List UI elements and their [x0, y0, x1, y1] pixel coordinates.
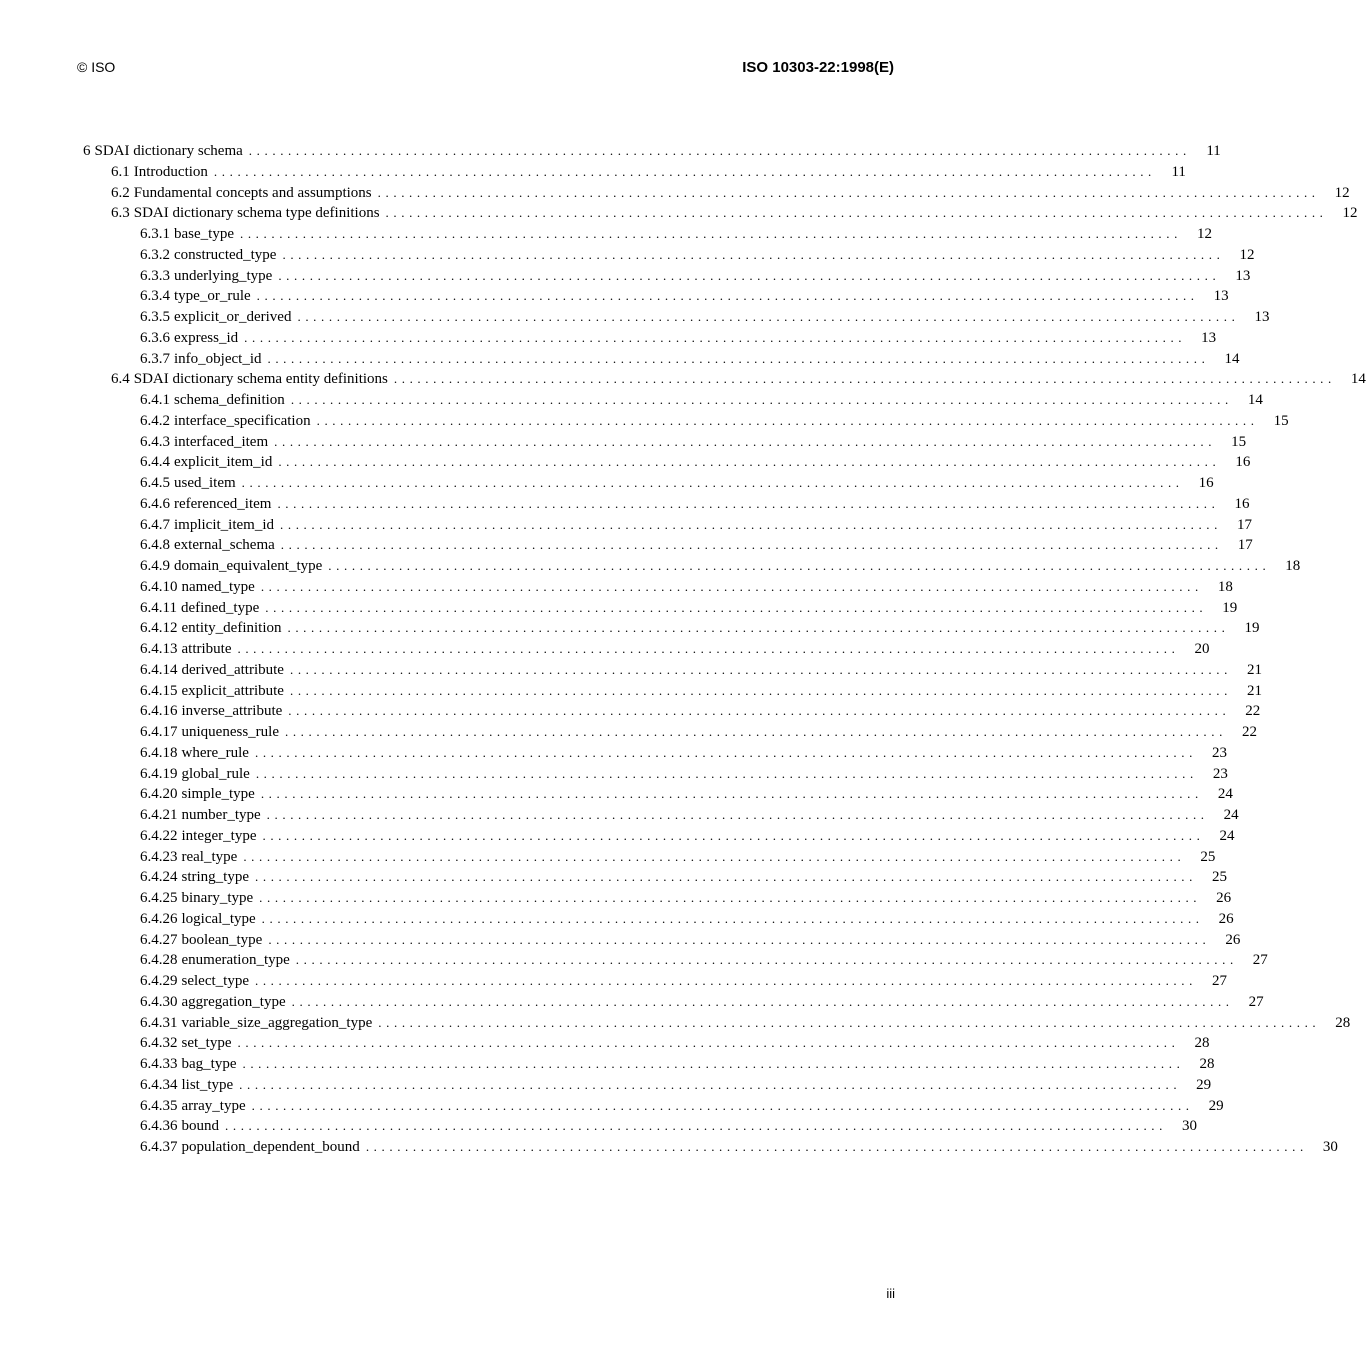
toc-entry-title: domain_equivalent_type [174, 558, 323, 574]
dot-leader: ........................................................................................................................ [291, 993, 1234, 1009]
dot-leader: ........................................................................................................................ [248, 143, 1191, 158]
toc-entry-number: 6.4.37 [140, 1139, 178, 1155]
toc-entry-title: named_type [181, 578, 255, 595]
toc-entry-number: 6.4.11 [140, 599, 177, 616]
toc-entry-title: population_dependent_bound [181, 1139, 360, 1155]
standard-header: ISO 10303-22:1998(E) [742, 59, 894, 76]
toc-entry-page: 17 [1237, 537, 1253, 554]
toc-entry-title: integer_type [181, 827, 257, 844]
toc-entry-page: 18 [1285, 558, 1301, 574]
toc-entry [83, 660, 1262, 681]
dot-leader: ........................................................................................................................ [239, 1076, 1182, 1092]
dot-leader: ........................................................................................................................ [256, 288, 1199, 304]
toc-entry-number: 6.4.3 [140, 433, 170, 450]
toc-entry-title: inverse_attribute [181, 703, 283, 720]
toc-entry-number: 6.3.6 [140, 329, 170, 346]
toc-entry-number: 6.4.30 [140, 993, 178, 1010]
toc-entry [83, 743, 1227, 764]
toc-entry-page: 11 [1171, 163, 1186, 180]
table-of-contents [83, 141, 1366, 1158]
toc-entry-title: implicit_item_id [174, 516, 274, 533]
dot-leader: ........................................................................................................................ [255, 869, 1197, 885]
dot-leader: ........................................................................................................................ [244, 329, 1187, 345]
toc-entry [83, 411, 1289, 432]
toc-entry-number: 6.3.1 [140, 226, 170, 242]
dot-leader: ........................................................................................................................ [278, 267, 1221, 283]
toc-entry-number: 6.4.15 [140, 682, 178, 699]
toc-entry-page: 14 [1350, 371, 1366, 388]
toc-entry-number: 6.4.17 [140, 724, 178, 740]
dot-leader: ........................................................................................................................ [255, 765, 1198, 781]
toc-entry-number: 6.4.19 [140, 765, 178, 782]
toc-entry-title: set_type [181, 1035, 232, 1052]
dot-leader: ........................................................................................................................ [259, 890, 1202, 905]
toc-entry [83, 681, 1262, 702]
toc-entry-number: 6.4.25 [140, 890, 178, 906]
toc-entry-page: 28 [1199, 1056, 1215, 1072]
toc-entry-number: 6.3.7 [140, 350, 170, 367]
toc-entry-title: explicit_item_id [174, 454, 273, 471]
toc-entry [83, 328, 1217, 349]
toc-entry-page: 23 [1211, 744, 1227, 761]
toc-entry-title: array_type [181, 1097, 246, 1114]
dot-leader: ........................................................................................................................ [268, 931, 1211, 947]
toc-entry-page: 12 [1342, 205, 1358, 222]
dot-leader: ........................................................................................................................ [225, 1118, 1167, 1134]
toc-entry-title: interface_specification [174, 412, 311, 429]
toc-entry-title: simple_type [181, 786, 255, 803]
toc-entry [83, 141, 1221, 162]
toc-entry [83, 369, 1366, 390]
toc-entry [83, 867, 1227, 888]
toc-entry-page: 27 [1211, 973, 1227, 989]
toc-entry-number: 6.4.6 [140, 495, 170, 512]
toc-entry-title: info_object_id [174, 350, 262, 367]
toc-entry [83, 598, 1238, 619]
toc-entry-number: 6.4.32 [140, 1035, 178, 1052]
dot-leader: ........................................................................................................................ [289, 682, 1232, 698]
toc-entry-number: 6.4.16 [140, 703, 178, 720]
toc-entry-number: 6.4.31 [140, 1014, 178, 1031]
dot-leader: ........................................................................................................................ [237, 641, 1180, 656]
toc-entry-number: 6.4.33 [140, 1056, 178, 1072]
toc-entry [83, 826, 1235, 847]
toc-entry [83, 1116, 1197, 1137]
dot-leader: ........................................................................................................................ [254, 744, 1197, 760]
toc-entry-page: 14 [1224, 350, 1240, 367]
dot-leader: ........................................................................................................................ [260, 578, 1203, 594]
toc-entry-title: where_rule [181, 744, 249, 761]
toc-entry-title: referenced_item [174, 495, 272, 512]
toc-entry [83, 183, 1350, 204]
toc-entry-number: 6.4.13 [140, 641, 178, 657]
dot-leader: ........................................................................................................................ [287, 620, 1230, 636]
toc-entry-title: express_id [174, 329, 239, 346]
dot-leader: ........................................................................................................................ [251, 1097, 1194, 1113]
toc-entry-page: 19 [1222, 599, 1238, 616]
toc-entry-number: 6.4.21 [140, 807, 178, 823]
toc-entry-number: 6.3.5 [140, 309, 170, 325]
toc-entry-title: interfaced_item [174, 433, 269, 450]
toc-entry-number: 6.4.35 [140, 1097, 178, 1114]
toc-entry-title: aggregation_type [181, 993, 286, 1010]
toc-entry [83, 971, 1227, 992]
dot-leader: ........................................................................................................................ [254, 973, 1197, 988]
toc-entry [83, 162, 1186, 183]
toc-entry-number: 6.4.29 [140, 973, 178, 989]
toc-entry [83, 992, 1264, 1013]
toc-entry-title: list_type [181, 1076, 234, 1093]
dot-leader: ........................................................................................................................ [393, 371, 1336, 387]
toc-entry [83, 805, 1239, 826]
toc-entry [83, 286, 1229, 307]
toc-entry [83, 764, 1228, 785]
toc-entry-number: 6.4.20 [140, 786, 178, 803]
dot-leader: ........................................................................................................................ [284, 724, 1227, 739]
dot-leader: ........................................................................................................................ [377, 184, 1320, 200]
dot-leader: ........................................................................................................................ [282, 246, 1225, 262]
dot-leader: ........................................................................................................................ [267, 350, 1210, 366]
toc-entry-number: 6.4.12 [140, 620, 178, 637]
toc-entry-title: SDAI dictionary schema type definitions [133, 205, 380, 222]
toc-entry-title: binary_type [181, 890, 254, 906]
toc-entry-number: 6.4.18 [140, 744, 178, 761]
toc-entry [83, 1075, 1212, 1096]
toc-entry-number: 6.4.1 [140, 392, 170, 408]
toc-entry-title: Introduction [133, 163, 208, 180]
dot-leader: ........................................................................................................................ [261, 910, 1204, 926]
toc-entry [83, 1013, 1351, 1034]
dot-leader: ........................................................................................................................ [243, 848, 1186, 864]
toc-entry-page: 30 [1322, 1139, 1338, 1155]
toc-entry-page: 13 [1201, 329, 1217, 346]
toc-entry-page: 17 [1237, 516, 1252, 533]
toc-entry-title: used_item [174, 475, 236, 491]
toc-entry [83, 909, 1234, 930]
toc-entry-title: base_type [174, 226, 234, 242]
toc-entry-page: 18 [1217, 578, 1233, 595]
toc-entry-number: 6.4.8 [140, 537, 170, 554]
dot-leader: ........................................................................................................................ [262, 827, 1205, 843]
toc-entry-page: 16 [1198, 475, 1214, 491]
toc-entry [83, 452, 1251, 473]
toc-entry [83, 349, 1240, 370]
dot-leader: ........................................................................................................................ [241, 475, 1184, 490]
copyright-header: © ISO [77, 59, 116, 75]
toc-entry-title: defined_type [180, 599, 260, 616]
toc-entry-page: 27 [1248, 993, 1264, 1010]
toc-entry-page: 26 [1225, 931, 1241, 948]
toc-entry-page: 12 [1239, 246, 1255, 263]
toc-entry-number: 6.4.5 [140, 475, 170, 491]
toc-entry-page: 12 [1196, 226, 1212, 242]
dot-leader: ........................................................................................................................ [280, 516, 1222, 532]
toc-entry-number: 6.4.24 [140, 869, 178, 886]
toc-entry-number: 6.4.27 [140, 931, 178, 948]
toc-entry-page: 16 [1234, 495, 1250, 512]
toc-entry [83, 1054, 1215, 1075]
dot-leader: ........................................................................................................................ [289, 661, 1232, 677]
toc-entry [83, 245, 1255, 266]
toc-entry [83, 390, 1263, 411]
dot-leader: ........................................................................................................................ [213, 163, 1156, 179]
toc-entry-page: 25 [1212, 869, 1227, 886]
toc-entry-title: uniqueness_rule [181, 724, 279, 740]
toc-entry-number: 6 [83, 143, 91, 159]
dot-leader: ........................................................................................................................ [266, 807, 1209, 822]
dot-leader: ........................................................................................................................ [328, 558, 1271, 573]
toc-entry-title: external_schema [174, 537, 275, 554]
toc-entry-page: 29 [1196, 1076, 1212, 1093]
dot-leader: ........................................................................................................................ [316, 412, 1259, 428]
toc-entry-page: 13 [1235, 267, 1251, 284]
toc-entry [83, 266, 1251, 287]
toc-entry-page: 25 [1200, 848, 1216, 865]
toc-entry-title: number_type [181, 807, 261, 823]
toc-entry-page: 28 [1194, 1035, 1210, 1052]
toc-entry-page: 20 [1194, 641, 1210, 657]
toc-entry-page: 13 [1213, 288, 1229, 305]
toc-entry-title: logical_type [181, 910, 256, 927]
toc-entry-title: bag_type [181, 1056, 237, 1072]
toc-entry-title: constructed_type [174, 246, 277, 263]
dot-leader: ........................................................................................................................ [290, 392, 1233, 407]
toc-entry-number: 6.4.34 [140, 1076, 178, 1093]
dot-leader: ........................................................................................................................ [297, 309, 1240, 324]
toc-entry-number: 6.1 [111, 163, 130, 180]
toc-entry-page: 16 [1235, 454, 1251, 471]
dot-leader: ........................................................................................................................ [260, 786, 1203, 802]
toc-entry-page: 13 [1254, 309, 1270, 325]
toc-entry-title: attribute [181, 641, 232, 657]
toc-entry-number: 6.4.36 [140, 1118, 178, 1135]
dot-leader: ........................................................................................................................ [295, 952, 1238, 968]
dot-leader: ........................................................................................................................ [288, 703, 1231, 719]
toc-entry [83, 494, 1250, 515]
toc-entry-number: 6.4.7 [140, 516, 170, 533]
toc-entry-page: 24 [1217, 786, 1233, 803]
toc-entry-number: 6.4 [111, 371, 130, 388]
toc-entry [83, 224, 1212, 245]
toc-entry-page: 24 [1223, 807, 1239, 823]
toc-entry-page: 15 [1273, 412, 1289, 429]
toc-entry-number: 6.3.2 [140, 246, 170, 263]
toc-entry-title: entity_definition [181, 620, 282, 637]
toc-entry-number: 6.4.9 [140, 558, 170, 574]
toc-entry [83, 701, 1261, 722]
toc-entry-title: schema_definition [174, 392, 285, 408]
toc-entry-title: SDAI dictionary schema entity definitions [133, 371, 388, 388]
toc-entry-number: 6.4.22 [140, 827, 178, 844]
dot-leader: ........................................................................................................................ [274, 433, 1217, 449]
toc-entry [83, 535, 1253, 556]
toc-entry-page: 22 [1241, 724, 1257, 740]
dot-leader: ........................................................................................................................ [278, 454, 1221, 470]
toc-entry [83, 847, 1216, 868]
toc-entry-number: 6.4.14 [140, 661, 178, 678]
toc-entry-number: 6.3.3 [140, 267, 170, 284]
toc-entry [83, 432, 1247, 453]
toc-entry [83, 556, 1301, 577]
toc-entry-number: 6.4.4 [140, 454, 170, 471]
toc-entry-title: type_or_rule [174, 288, 251, 305]
dot-leader: ........................................................................................................................ [239, 226, 1182, 241]
toc-entry-page: 15 [1231, 433, 1247, 450]
toc-entry-title: underlying_type [174, 267, 273, 284]
toc-entry [83, 950, 1268, 971]
toc-entry [83, 618, 1260, 639]
page-number: iii [886, 1286, 895, 1301]
toc-entry [83, 639, 1210, 660]
toc-entry-page: 26 [1218, 910, 1234, 927]
toc-entry-title: enumeration_type [181, 952, 290, 969]
toc-entry-page: 11 [1206, 143, 1221, 159]
toc-entry-page: 28 [1335, 1014, 1351, 1031]
dot-leader: ........................................................................................................................ [385, 205, 1328, 221]
toc-entry-page: 21 [1246, 661, 1262, 678]
toc-entry-title: global_rule [181, 765, 250, 782]
toc-entry [83, 722, 1257, 743]
toc-entry-page: 14 [1247, 392, 1263, 408]
toc-entry-title: bound [181, 1118, 219, 1135]
toc-entry-number: 6.4.28 [140, 952, 178, 969]
toc-entry-number: 6.4.26 [140, 910, 178, 927]
toc-entry-number: 6.3.4 [140, 288, 170, 305]
toc-entry-number: 6.4.23 [140, 848, 178, 865]
dot-leader: ........................................................................................................................ [242, 1056, 1185, 1071]
toc-entry-page: 21 [1246, 682, 1262, 699]
toc-entry-page: 27 [1252, 952, 1268, 969]
toc-entry [83, 577, 1233, 598]
toc-entry-page: 24 [1219, 827, 1235, 844]
toc-entry-page: 23 [1212, 765, 1228, 782]
dot-leader: ........................................................................................................................ [378, 1014, 1321, 1030]
toc-entry-number: 6.2 [111, 184, 130, 201]
toc-entry-number: 6.4.2 [140, 412, 170, 429]
toc-entry [83, 473, 1214, 494]
toc-entry-title: variable_size_aggregation_type [181, 1014, 373, 1031]
toc-entry-title: explicit_or_derived [174, 309, 292, 325]
toc-entry-title: Fundamental concepts and assumptions [133, 184, 372, 201]
dot-leader: ........................................................................................................................ [277, 495, 1220, 511]
toc-entry-page: 12 [1334, 184, 1350, 201]
toc-entry [83, 784, 1233, 805]
toc-entry [83, 203, 1358, 224]
toc-entry [83, 930, 1241, 951]
dot-leader: ........................................................................................................................ [265, 599, 1208, 615]
toc-entry-title: SDAI dictionary schema [94, 143, 243, 159]
toc-entry [83, 307, 1270, 328]
toc-entry-number: 6.4.10 [140, 578, 178, 595]
dot-leader: ........................................................................................................................ [365, 1139, 1308, 1154]
toc-entry-page: 22 [1245, 703, 1261, 720]
toc-entry-title: explicit_attribute [181, 682, 284, 699]
toc-entry-title: real_type [181, 848, 238, 865]
dot-leader: ........................................................................................................................ [280, 537, 1223, 553]
toc-entry-title: boolean_type [181, 931, 263, 948]
toc-entry-title: string_type [181, 869, 249, 886]
toc-entry-number: 6.3 [111, 205, 130, 222]
dot-leader: ........................................................................................................................ [237, 1035, 1180, 1051]
toc-entry-page: 29 [1208, 1097, 1224, 1114]
toc-entry [83, 1096, 1224, 1117]
toc-entry [83, 1137, 1338, 1158]
toc-entry-page: 26 [1216, 890, 1232, 906]
toc-entry [83, 1033, 1210, 1054]
toc-entry [83, 515, 1252, 536]
toc-entry [83, 888, 1232, 909]
toc-entry-title: select_type [181, 973, 249, 989]
toc-entry-page: 30 [1182, 1118, 1197, 1135]
toc-entry-title: derived_attribute [181, 661, 284, 678]
toc-entry-page: 19 [1244, 620, 1260, 637]
